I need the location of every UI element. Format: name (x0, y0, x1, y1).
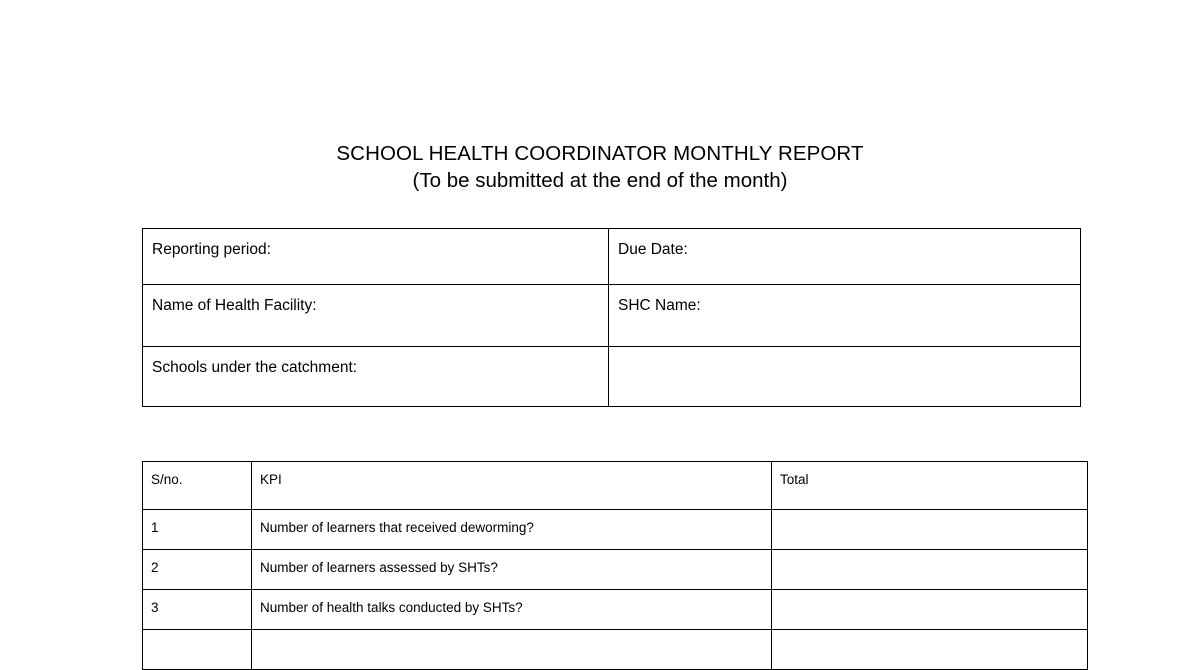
kpi-description-cell: Number of health talks conducted by SHTs? (252, 590, 772, 630)
column-header-sno: S/no. (143, 462, 252, 510)
kpi-description-cell: Number of learners that received deworming? (252, 510, 772, 550)
column-header-total: Total (772, 462, 1088, 510)
table-row (143, 285, 1081, 347)
table-row (143, 550, 1088, 590)
title-block (0, 140, 1200, 195)
report-info-table (142, 228, 1081, 407)
kpi-table (142, 461, 1088, 670)
health-facility-label-cell[interactable]: Name of Health Facility: (143, 285, 609, 347)
row-number-cell: 1 (143, 510, 252, 550)
kpi-description-cell: Number of learners assessed by SHTs? (252, 550, 772, 590)
reporting-period-label-cell[interactable]: Reporting period: (143, 229, 609, 285)
schools-catchment-value-cell[interactable] (609, 347, 1081, 407)
table-row (143, 229, 1081, 285)
kpi-total-input-cell[interactable] (772, 510, 1088, 550)
table-row (143, 347, 1081, 407)
column-header-kpi: KPI (252, 462, 772, 510)
table-row (143, 510, 1088, 550)
page-subtitle: (To be submitted at the end of the month) (412, 169, 788, 192)
table-row (143, 630, 1088, 670)
row-number-cell (143, 630, 252, 670)
kpi-total-input-cell[interactable] (772, 630, 1088, 670)
schools-catchment-label-cell[interactable]: Schools under the catchment: (143, 347, 609, 407)
kpi-description-cell (252, 630, 772, 670)
due-date-label-cell[interactable]: Due Date: (609, 229, 1081, 285)
shc-name-label-cell[interactable]: SHC Name: (609, 285, 1081, 347)
page-title: SCHOOL HEALTH COORDINATOR MONTHLY REPORT (336, 142, 864, 165)
row-number-cell: 3 (143, 590, 252, 630)
table-header-row (143, 462, 1088, 510)
table-row (143, 590, 1088, 630)
kpi-total-input-cell[interactable] (772, 590, 1088, 630)
kpi-total-input-cell[interactable] (772, 550, 1088, 590)
row-number-cell: 2 (143, 550, 252, 590)
